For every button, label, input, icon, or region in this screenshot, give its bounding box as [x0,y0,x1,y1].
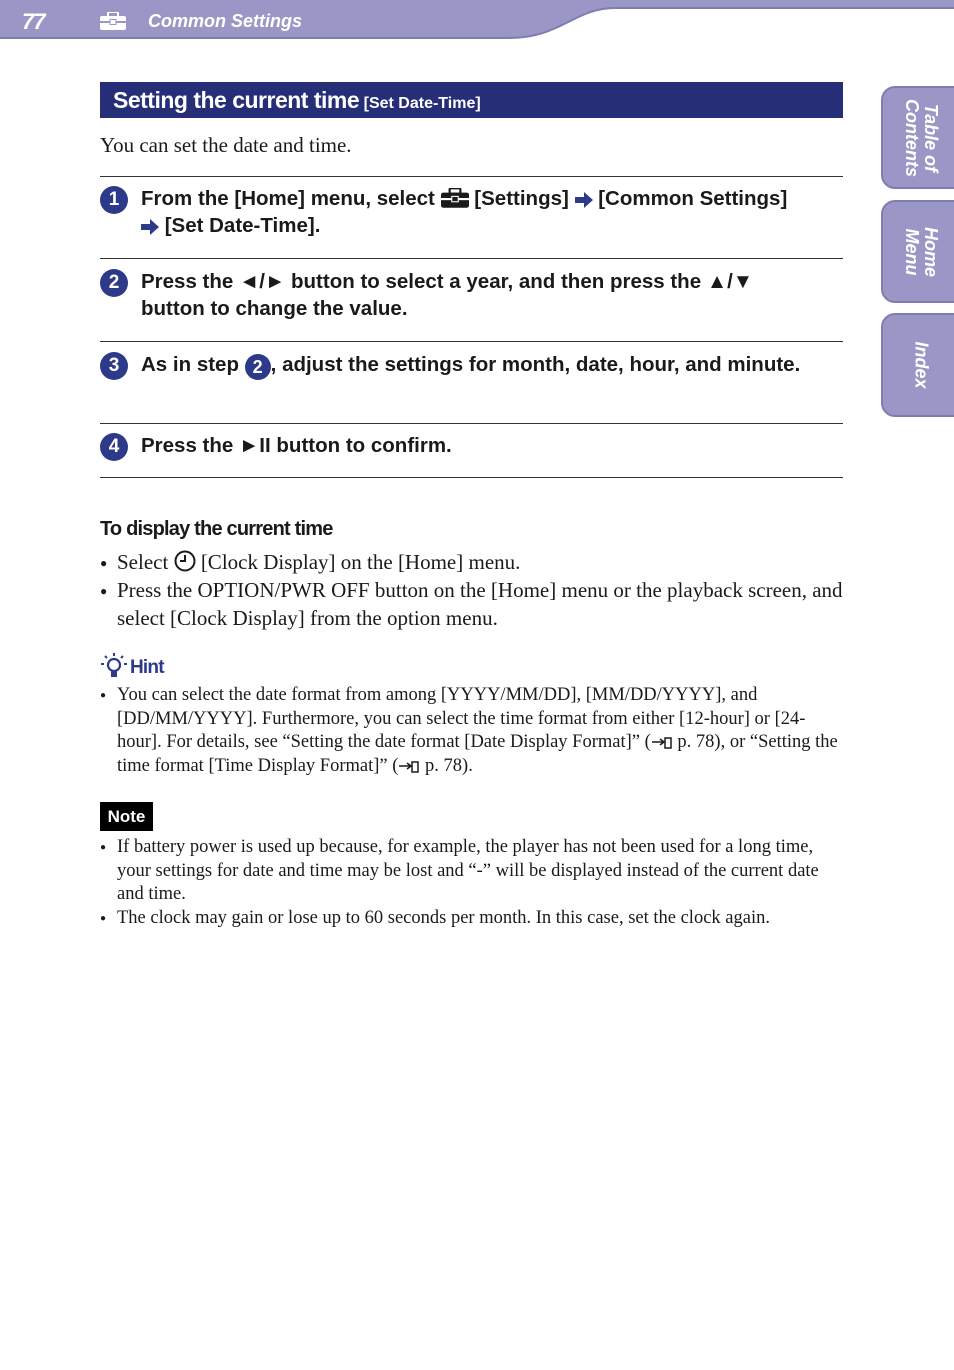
step-text [141,268,841,322]
step-number: 4 [100,433,128,461]
list-item [100,548,845,576]
tab-label: Contents [902,98,922,177]
list-item [100,684,845,778]
step-text-part: As in step [141,353,239,376]
up-down-buttons-icon: ▲/▼ [706,270,754,293]
list-text: Select [117,550,169,574]
list-item: ● Press the OPTION/PWR OFF button on the [Home] menu or the playback screen, and select [Clock Display] from the option menu. [100,576,845,632]
hint-label: Hint [130,657,164,678]
step-text-part: [Set Date-Time]. [164,214,321,237]
hint-list [100,684,845,778]
divider [100,176,843,177]
note-label: Note [100,802,153,831]
hint-text: p. 78), or “Setting the time format [Time Display Format]” ( [117,732,838,776]
tab-label: Table of [921,103,941,172]
page-title [100,82,843,118]
arrow-right-icon [141,219,159,235]
step-number: 2 [100,269,128,297]
list-text: [Clock Display] on the [Home] menu. [200,550,521,574]
lightbulb-icon [100,652,128,682]
hint-text: You can select the date format from among [YYYY/MM/DD], [MM/DD/YYYY], and [DD/MM/YYYY]. Furthermore, you can select the time format from either [12-hour] or [24-hour]. For details, see “Setting the date format [Date Display Format]” ( [117,685,806,752]
title-main: Setting the current time [113,87,360,113]
intro-text: You can set the date and time. [100,133,352,157]
section-title: Common Settings [148,11,303,31]
divider [100,258,843,259]
step-text-part: button to change the value. [141,297,408,320]
tab-home-menu[interactable] [881,200,954,303]
step-text [141,351,841,380]
step-text-part: button to select a year, and then press the [291,270,702,293]
step-number: 3 [100,352,128,380]
note-list [100,836,845,930]
tab-label: Menu [902,227,922,275]
display-list [100,548,845,632]
page-number: 77 [22,9,45,34]
header-band [0,0,954,40]
step-text-part: button to confirm. [276,434,452,457]
step-text-part: , adjust the settings for month, date, hour, and minute. [270,353,801,376]
divider [100,341,843,342]
play-pause-icon: ►II [239,434,271,457]
divider [100,423,843,424]
page-ref-icon [398,760,420,774]
clock-icon [174,550,196,572]
title-sub: [Set Date-Time] [363,95,481,112]
list-item: ● If battery power is used up because, for example, the player has not been used for a long time, your settings for date and time may be lost and “-” will be displayed instead of the current date and time. [100,836,845,907]
step-text-part: Press the [141,434,234,457]
toolbox-icon [441,188,469,208]
tab-label: Index [911,341,932,389]
step-reference: 2 [245,354,271,380]
left-right-buttons-icon: ◄/► [239,270,286,293]
tab-label: Home [921,226,941,277]
arrow-right-icon [575,192,593,208]
step-text-part: From the [Home] menu, select [141,187,435,210]
step-number: 1 [100,186,128,214]
list-item: ● The clock may gain or lose up to 60 seconds per month. In this case, set the clock again. [100,907,845,931]
hint-text: p. 78). [425,755,473,776]
divider [100,477,843,478]
step-text-part: Press the [141,270,234,293]
tab-index[interactable] [881,313,954,417]
page-ref-icon [651,736,673,750]
section-heading: To display the current time [100,518,333,540]
step-text-part: [Settings] [474,187,569,210]
toolbox-icon [100,12,126,30]
tab-table-of-contents[interactable] [881,86,954,189]
step-text-part: [Common Settings] [598,187,788,210]
step-text [141,432,841,459]
step-text [141,185,841,239]
